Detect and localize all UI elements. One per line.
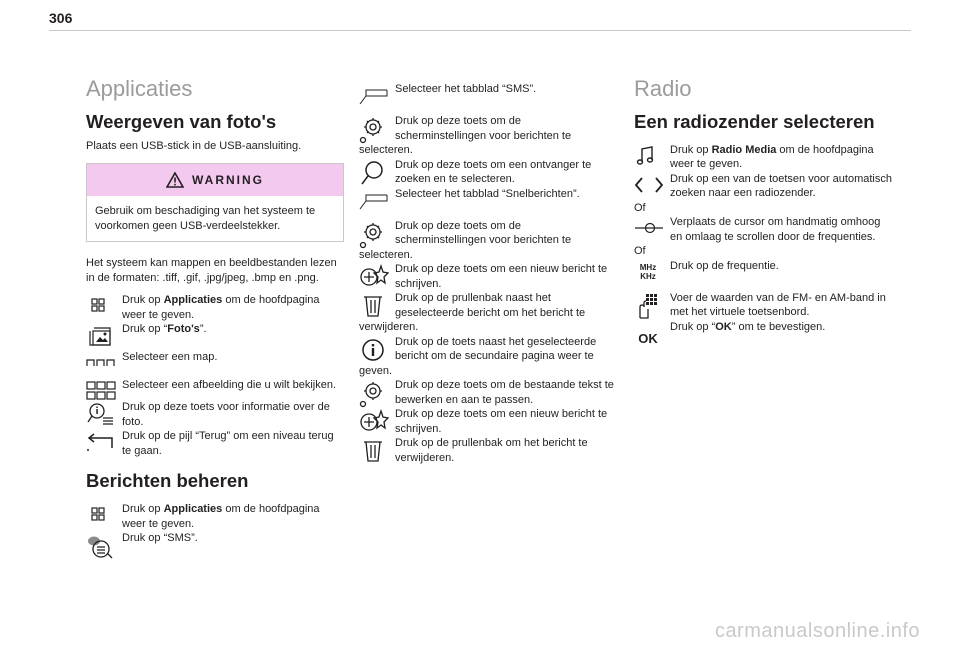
step-tab-quick: [359, 187, 614, 209]
step-ok: [634, 320, 892, 346]
step-info: [86, 400, 344, 429]
step-search: [359, 158, 614, 187]
music-note-icon: [634, 145, 662, 167]
step-text: Selecteer een afbeelding die u wilt bekijken.: [122, 379, 337, 391]
step-text-post: ” om te bevestigen.: [731, 320, 826, 333]
step-text: Druk op deze toets om de bestaande tekst te bewerken en aan te passen.: [395, 379, 614, 406]
step-text-bold: Applicaties: [163, 503, 223, 515]
settings-gear-icon: [359, 116, 387, 138]
step-delete-2: [359, 436, 614, 465]
tab-icon: [359, 84, 387, 106]
or-text: Of: [634, 245, 646, 257]
trash-icon: [359, 293, 387, 315]
step-text: Selecteer het tabblad “SMS”.: [395, 83, 537, 95]
search-magnifier-icon: [359, 160, 387, 182]
warning-title: WARNING: [192, 172, 264, 187]
folder-tab-icon: [86, 352, 114, 374]
step-text-post: om de hoofdpagina weer te geven.: [122, 294, 320, 321]
apps-grid-icon: [86, 295, 114, 317]
settings-gear-icon: [359, 221, 387, 243]
step-text-bold: Radio Media: [711, 143, 777, 156]
trash-icon: [359, 438, 387, 460]
warning-triangle-icon: [166, 172, 184, 188]
page-number: 306: [49, 10, 73, 26]
tab-icon: [359, 189, 387, 211]
step-select-folder: [86, 350, 344, 372]
ok-icon: OK: [638, 330, 658, 346]
step-text: Verplaats de cursor om handmatig omhoog en omlaag te scrollen door de frequenties.: [670, 216, 881, 243]
step-text: Druk op deze toets om een ontvanger te zoeken en te selecteren.: [395, 158, 592, 185]
step-text: Druk op de frequentie.: [670, 259, 779, 272]
step-cursor: [634, 215, 892, 244]
warning-box: [86, 163, 344, 242]
heading-radio: Een radiozender selecteren: [634, 110, 875, 132]
step-keypad: [634, 291, 892, 320]
step-text: Druk op deze toets om de scherminstellingen voor berichten te selecteren.: [359, 219, 572, 261]
step-text-post: ”.: [199, 323, 207, 335]
section-title: Applicaties: [86, 76, 193, 101]
step-text: Druk op de pijl “Terug” om een niveau terug te gaan.: [122, 430, 334, 457]
step-radio-media: [634, 143, 892, 172]
step-auto-search: [634, 172, 892, 201]
info-list-icon: [86, 402, 114, 424]
step-text-bold: Foto's: [167, 323, 200, 335]
step-text-pre: Druk op: [122, 503, 164, 515]
step-secondary-page: [359, 335, 614, 379]
mhz-label: MHz: [639, 262, 657, 272]
step-text: Selecteer het tabblad “Snelberichten”.: [395, 187, 580, 200]
section-title: Radio: [634, 76, 692, 101]
column-messages: [359, 82, 614, 465]
info-circle-icon: [359, 337, 387, 359]
prev-next-arrows-icon: [634, 174, 662, 196]
step-back: [86, 429, 344, 458]
step-text: Druk op deze toets om een nieuw bericht te schrijven.: [395, 408, 608, 435]
header-rule: [49, 30, 911, 31]
step-text: Voer de waarden van de FM- en AM-band in met het virtuele toetsenbord.: [670, 291, 886, 318]
warning-header: [87, 164, 343, 196]
step-text: Druk op deze toets om de scherminstellingen voor berichten te selecteren.: [359, 115, 572, 156]
edit-settings-icon: [359, 380, 387, 402]
step-text: Druk op een van de toetsen voor automatisch zoeken naar een radiozender.: [670, 172, 892, 199]
step-text-post: om de hoofdpagina weer te geven.: [670, 143, 874, 170]
step-new-message-2: [359, 407, 614, 436]
step-text: Druk op deze toets voor informatie over de foto.: [122, 401, 330, 428]
step-photos: [86, 322, 344, 344]
heading-photos: Weergeven van foto's: [86, 110, 277, 132]
new-message-icon: [359, 264, 387, 286]
step-frequency: [634, 259, 892, 281]
step-applications: [86, 293, 344, 322]
or-text: Of: [634, 201, 646, 214]
image-grid-icon: [86, 380, 114, 402]
mhz-khz-icon: [634, 261, 662, 285]
step-text: Selecteer een map.: [122, 351, 218, 363]
step-text-pre: Druk op: [122, 294, 164, 306]
heading-messages: Berichten beheren: [86, 470, 249, 491]
photos-icon: [86, 324, 114, 346]
step-applications-messages: [86, 502, 344, 531]
new-message-icon: [359, 409, 387, 431]
step-tab-sms: [359, 82, 614, 104]
step-text-pre: Druk op: [670, 143, 712, 156]
apps-grid-icon: [86, 504, 114, 526]
step-text-bold: OK: [715, 320, 732, 333]
intro-text: Plaats een USB-stick in de USB-aansluiting.: [86, 139, 302, 152]
column-applications: [86, 76, 344, 553]
step-text-post: om de hoofdpagina weer te geven.: [122, 503, 320, 530]
column-radio: [634, 76, 892, 346]
watermark: carmanualsonline.info: [714, 620, 920, 642]
sms-icon: [86, 533, 114, 555]
step-sms: [86, 531, 344, 553]
slider-cursor-icon: [634, 217, 662, 239]
step-text-pre: Druk op “: [670, 320, 716, 333]
step-select-image: [86, 378, 344, 400]
step-text: Druk op de prullenbak om het bericht te verwijderen.: [395, 437, 588, 464]
back-arrow-icon: [86, 431, 114, 453]
formats-text: Het systeem kan mappen en beeldbestanden lezen in de formaten: .tiff, .gif, .jpg/jpeg, .bmp en .png.: [86, 257, 337, 284]
step-text: Druk op deze toets om een nieuw bericht te schrijven.: [395, 263, 608, 290]
step-text-bold: Applicaties: [163, 294, 223, 306]
khz-label: KHz: [640, 271, 656, 281]
step-text: Druk op de prullenbak naast het geselecteerde bericht om het bericht te verwijderen.: [359, 292, 586, 333]
step-delete-1: [359, 291, 614, 335]
step-settings-1: [359, 114, 614, 158]
step-edit-text: [359, 378, 614, 407]
warning-text: Gebruik om beschadiging van het systeem te voorkomen geen USB-verdeelstekker.: [95, 205, 316, 232]
keypad-icon: [634, 293, 662, 315]
step-new-message-1: [359, 262, 614, 291]
step-text: Druk op “SMS”.: [122, 532, 198, 544]
step-text: Druk op de toets naast het geselecteerde bericht om de secundaire pagina weer te geven.: [359, 335, 597, 377]
step-text-pre: Druk op “: [122, 323, 168, 335]
step-settings-2: [359, 219, 614, 263]
